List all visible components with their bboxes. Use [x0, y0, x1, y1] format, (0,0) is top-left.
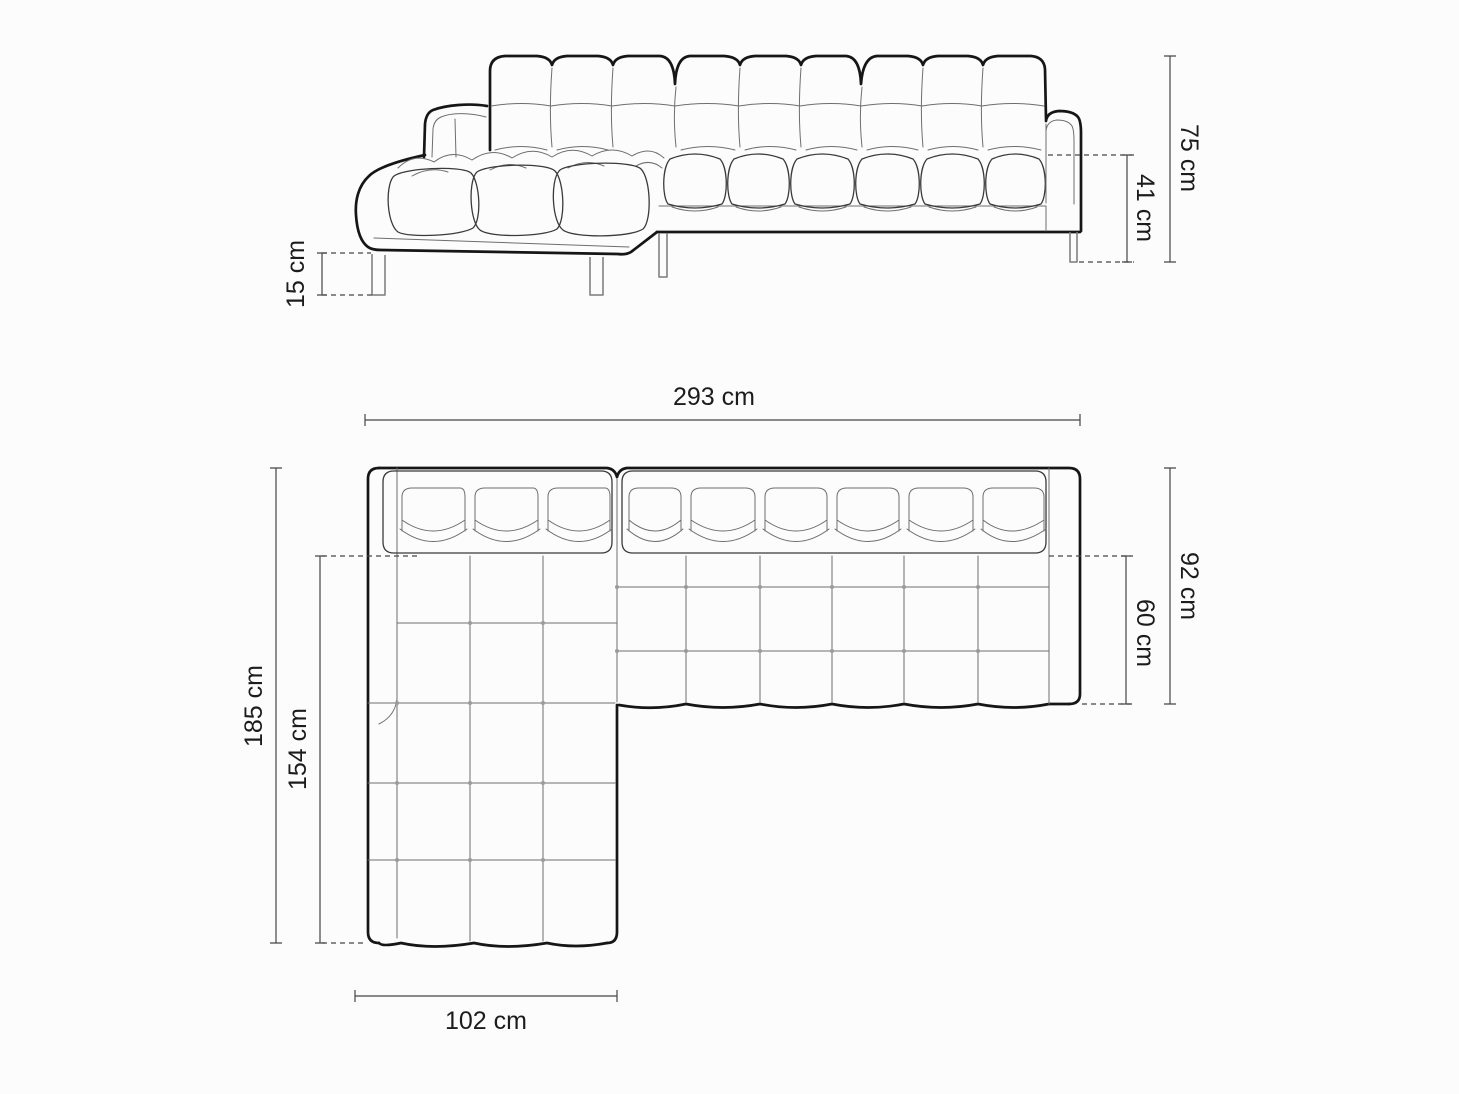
dim-chaise-length-extension-lines — [322, 556, 420, 943]
dim-total-height-line — [1164, 56, 1176, 262]
right-armrest-inner — [1046, 120, 1074, 204]
backrest-tuft-line — [491, 104, 1044, 107]
dim-label-chaise-width: 102 cm — [445, 1007, 527, 1035]
dim-label-total-width: 293 cm — [673, 383, 755, 411]
dim-label-seat-height: 41 cm — [1131, 173, 1159, 243]
front-dimensions — [282, 56, 1203, 308]
dim-total-depth-line — [270, 468, 282, 943]
dim-seat-height — [1048, 155, 1159, 262]
dim-total-height — [1164, 56, 1203, 262]
backrest-bottom-arcs — [495, 147, 1041, 151]
top-view — [240, 383, 1203, 1035]
dim-label-seat-depth: 60 cm — [1131, 598, 1159, 668]
dim-label-body-depth: 92 cm — [1175, 551, 1203, 621]
dim-seat-depth — [1049, 556, 1159, 704]
dim-leg-height-line — [317, 253, 327, 295]
chaise-base-top — [374, 238, 629, 247]
dim-body-depth — [1164, 468, 1203, 704]
backrest-seams — [551, 68, 984, 147]
dim-label-chaise-length: 154 cm — [284, 708, 312, 790]
plan-outline-top-right — [379, 468, 1080, 704]
top-sofa-drawing — [368, 468, 1080, 947]
top-dimensions — [240, 383, 1203, 1035]
main-base-top — [659, 206, 1046, 231]
dim-total-width — [365, 383, 1080, 426]
dim-seat-depth-extension-lines — [1049, 556, 1133, 704]
dim-seat-height-extension-lines — [1048, 155, 1134, 262]
backrest-outline — [490, 56, 1046, 150]
plan-backrest-cushions — [400, 488, 1046, 542]
dim-chaise-width-line — [355, 990, 617, 1002]
plan-armrest-inner-lines — [379, 468, 1049, 724]
dim-label-total-height: 75 cm — [1175, 123, 1203, 193]
plan-outline-left — [368, 468, 379, 943]
plan-chaise-right-edge — [607, 705, 617, 943]
plan-chaise-bottom-scalloped — [379, 943, 607, 947]
left-armrest-inner — [432, 114, 486, 157]
dim-total-width-line — [365, 414, 1080, 426]
plan-tuft-dots — [395, 585, 980, 862]
dim-label-leg-height: 15 cm — [282, 239, 310, 309]
chaise-tuft-arcs — [398, 150, 664, 176]
main-seat-cushion-underarcs — [672, 207, 1037, 211]
dim-body-depth-line — [1164, 468, 1176, 704]
right-armrest — [1046, 111, 1081, 231]
dim-chaise-length-line — [315, 556, 325, 943]
dim-total-depth — [240, 468, 282, 943]
chaise-cushions — [388, 163, 649, 236]
front-sofa-drawing — [356, 56, 1081, 295]
front-view — [282, 56, 1203, 308]
plan-seat-grid — [368, 556, 1049, 941]
plan-front-scalloped-edge — [619, 704, 1069, 708]
main-seat-cushions — [664, 154, 1046, 208]
dim-label-total-depth: 185 cm — [240, 665, 268, 747]
dim-seat-height-line — [1122, 155, 1132, 262]
dim-chaise-width — [355, 990, 617, 1035]
dim-leg-height — [282, 240, 374, 308]
dim-seat-depth-line — [1121, 556, 1131, 704]
dim-leg-height-extension-lines — [322, 253, 374, 295]
dim-chaise-length — [284, 556, 420, 943]
